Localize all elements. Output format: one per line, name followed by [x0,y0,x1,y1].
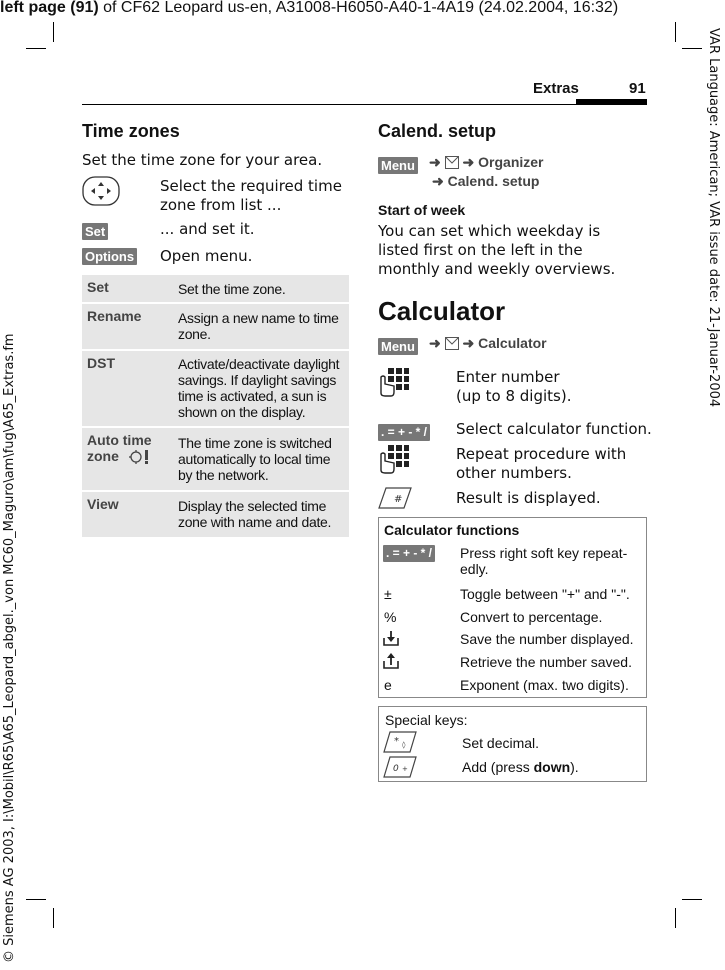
time-zone-options-table [82,275,349,537]
table-row: Auto time zone The time zone is switched automatically to local time by the network. [82,428,349,490]
calculator-path: ➜ ➜ Calculator [429,335,547,351]
start-of-week-text: You can set which weekday is listed first on the left in the monthly and weekly overviews. [378,222,616,278]
step-open-menu: Open menu. [160,247,253,265]
plus-minus-symbol: ± [384,586,392,602]
exponent-symbol: e [384,677,392,693]
table-row: DST Activate/deactivate daylight savings. If daylight savings time is activated, a sun is shown on the display. [82,351,349,426]
function-desc: Convert to percentage. [460,609,603,625]
section-name: Extras [533,80,579,97]
time-zones-title: Time zones [82,121,180,141]
doc-line-rest: of CF62 Leopard us-en, A31008-H6050-A40-1-4A19 (24.02.2004, 16:32) [98,0,619,16]
side-language-note: VAR Language: American; VAR issue date: 21-Januar-2004 [706,28,721,408]
calculator-title: Calculator [378,296,506,326]
table-row: View Display the selected time zone with name and date. [82,492,349,537]
function-desc: Toggle between "+" and "-". [460,586,630,602]
special-keys-box [378,706,647,782]
function-desc: Retrieve the number saved. [460,654,632,670]
number-keys-icon [378,444,410,474]
svg-text:0: 0 [393,764,399,774]
function-desc: Exponent (max. two digits). [460,677,629,693]
options-softkey[interactable]: Options [82,246,137,265]
svg-text:*: * [394,736,399,747]
svg-text:#: # [394,494,403,505]
svg-text:+: + [402,765,408,773]
calculator-functions-box [378,517,647,698]
special-desc-decimal: Set decimal. [462,735,540,751]
header-bar [576,99,647,104]
function-desc: Press right soft key repeat-edly. [460,545,628,577]
calculator-functions-title: Calculator functions [384,522,520,538]
zero-key-icon [383,756,417,781]
special-desc-add: Add (press down). [462,759,579,775]
save-memory-icon [383,630,399,649]
organizer-icon [445,156,459,172]
document-header [0,0,725,17]
step-select-zone: Select the required time zone from list ... [160,177,342,214]
side-file-path: © Siemens AG 2003, I:\Mobil\R65\A65_Leopard_abgel._von MC60_Maguro\am\fug\A65_Extras.fm [2,333,17,963]
calc-step-select-function: Select calculator function. [456,420,652,438]
calend-path-line2: ➜ Calend. setup [432,173,540,189]
calend-path-line1: ➜ ➜ Organizer [429,154,544,170]
navigation-key-icon [82,176,120,206]
organizer-icon [445,337,459,353]
auto-time-zone-icon [128,449,152,469]
step-set-zone: ... and set it. [160,220,255,238]
table-row: Set Set the time zone. [82,275,349,302]
special-keys-title: Special keys: [385,712,468,728]
recall-memory-icon [383,653,399,672]
function-key-badge: . = + - * / [383,544,435,562]
set-softkey[interactable]: Set [82,221,108,240]
calc-step-repeat: Repeat procedure with other numbers. [456,445,627,482]
table-row: Rename Assign a new name to time zone. [82,304,349,349]
percent-symbol: % [384,609,397,625]
svg-text:◊: ◊ [402,741,406,749]
start-of-week-heading: Start of week [378,202,466,218]
page-number: 91 [629,80,646,97]
function-desc: Save the number displayed. [460,631,634,647]
star-key-icon [383,731,417,756]
time-zones-intro: Set the time zone for your area. [82,151,323,169]
hash-key-icon [378,486,412,510]
calculator-function-key[interactable]: . = + - * / [378,421,430,441]
calc-step-result: Result is displayed. [456,489,601,507]
calend-setup-title: Calend. setup [378,121,497,141]
calculator-menu-softkey[interactable]: Menu [378,336,418,355]
number-keys-icon [378,367,410,397]
header-rule [82,104,647,105]
menu-softkey[interactable]: Menu [378,155,418,174]
doc-line-prefix: left page (91) [0,0,99,16]
calc-step-enter-number: Enter number (up to 8 digits). [456,368,572,405]
